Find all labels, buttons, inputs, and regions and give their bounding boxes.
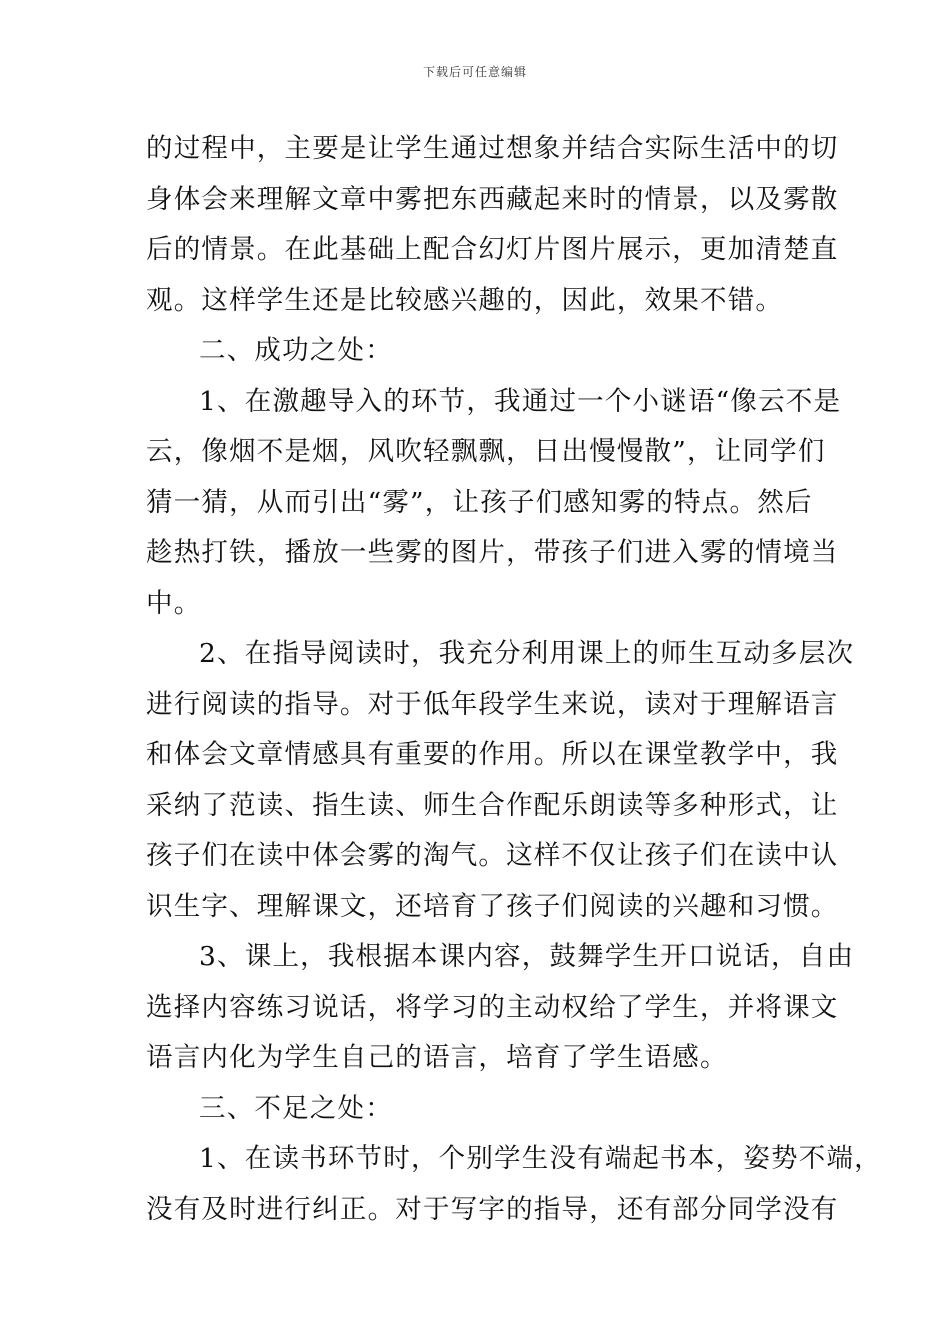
text-line: 观。这样学生还是比较感兴趣的，因此，效果不错。	[146, 284, 784, 316]
text-line: 采纳了范读、指生读、师生合作配乐朗读等多种形式，让	[146, 789, 839, 821]
section-heading-successes	[146, 326, 826, 377]
text-line: 没有及时进行纠正。对于写字的指导，还有部分同学没有	[146, 1193, 839, 1225]
text-line: 云，像烟不是烟，风吹轻飘飘，日出慢慢散”，让同学们	[146, 436, 826, 467]
heading-line: 二、成功之处：	[199, 335, 393, 366]
paragraph-process	[146, 124, 839, 326]
text-line: 1、在读书环节时，个别学生没有端起书本，姿势不端，	[199, 1143, 882, 1174]
text-line: 和体会文章情感具有重要的作用。所以在课堂教学中，我	[146, 739, 839, 770]
paragraph-success-2	[146, 629, 855, 932]
text-line: 身体会来理解文章中雾把东西藏起来时的情景，以及雾散	[146, 183, 839, 215]
text-line: 选择内容练习说话，将学习的主动权给了学生，并将课文	[146, 991, 839, 1023]
text-line: 猜一猜，从而引出“雾”，让孩子们感知雾的特点。然后	[146, 486, 813, 518]
text-line: 识生字、理解课文，还培育了孩子们阅读的兴趣和习惯。	[146, 890, 839, 922]
paragraph-success-3	[146, 932, 855, 1084]
document-body	[146, 124, 882, 1235]
section-heading-shortcomings	[146, 1084, 826, 1135]
text-line: 趁热打铁，播放一些雾的图片，带孩子们进入雾的情境当	[146, 537, 839, 568]
paragraph-success-1	[146, 377, 842, 630]
heading-line: 三、不足之处：	[199, 1092, 393, 1124]
text-line: 后的情景。在此基础上配合幻灯片图片展示，更加清楚直	[146, 234, 839, 265]
text-line: 语言内化为学生自己的语言，培育了学生语感。	[146, 1042, 728, 1073]
page-header: 下载后可任意编辑	[422, 65, 527, 79]
text-line: 进行阅读的指导。对于低年段学生来说，读对于理解语言	[146, 688, 839, 720]
text-line: 中。	[146, 587, 202, 619]
text-line: 孩子们在读中体会雾的淘气。这样不仅让孩子们在读中认	[146, 840, 839, 871]
text-line: 的过程中，主要是让学生通过想象并结合实际生活中的切	[146, 133, 839, 164]
text-line: 1、在激趣导入的环节，我通过一个小谜语“像云不是	[199, 385, 842, 417]
text-line: 3、课上，我根据本课内容，鼓舞学生开口说话，自由	[199, 941, 855, 972]
paragraph-shortcoming-1	[146, 1134, 882, 1235]
text-line: 2、在指导阅读时，我充分利用课上的师生互动多层次	[199, 638, 855, 669]
